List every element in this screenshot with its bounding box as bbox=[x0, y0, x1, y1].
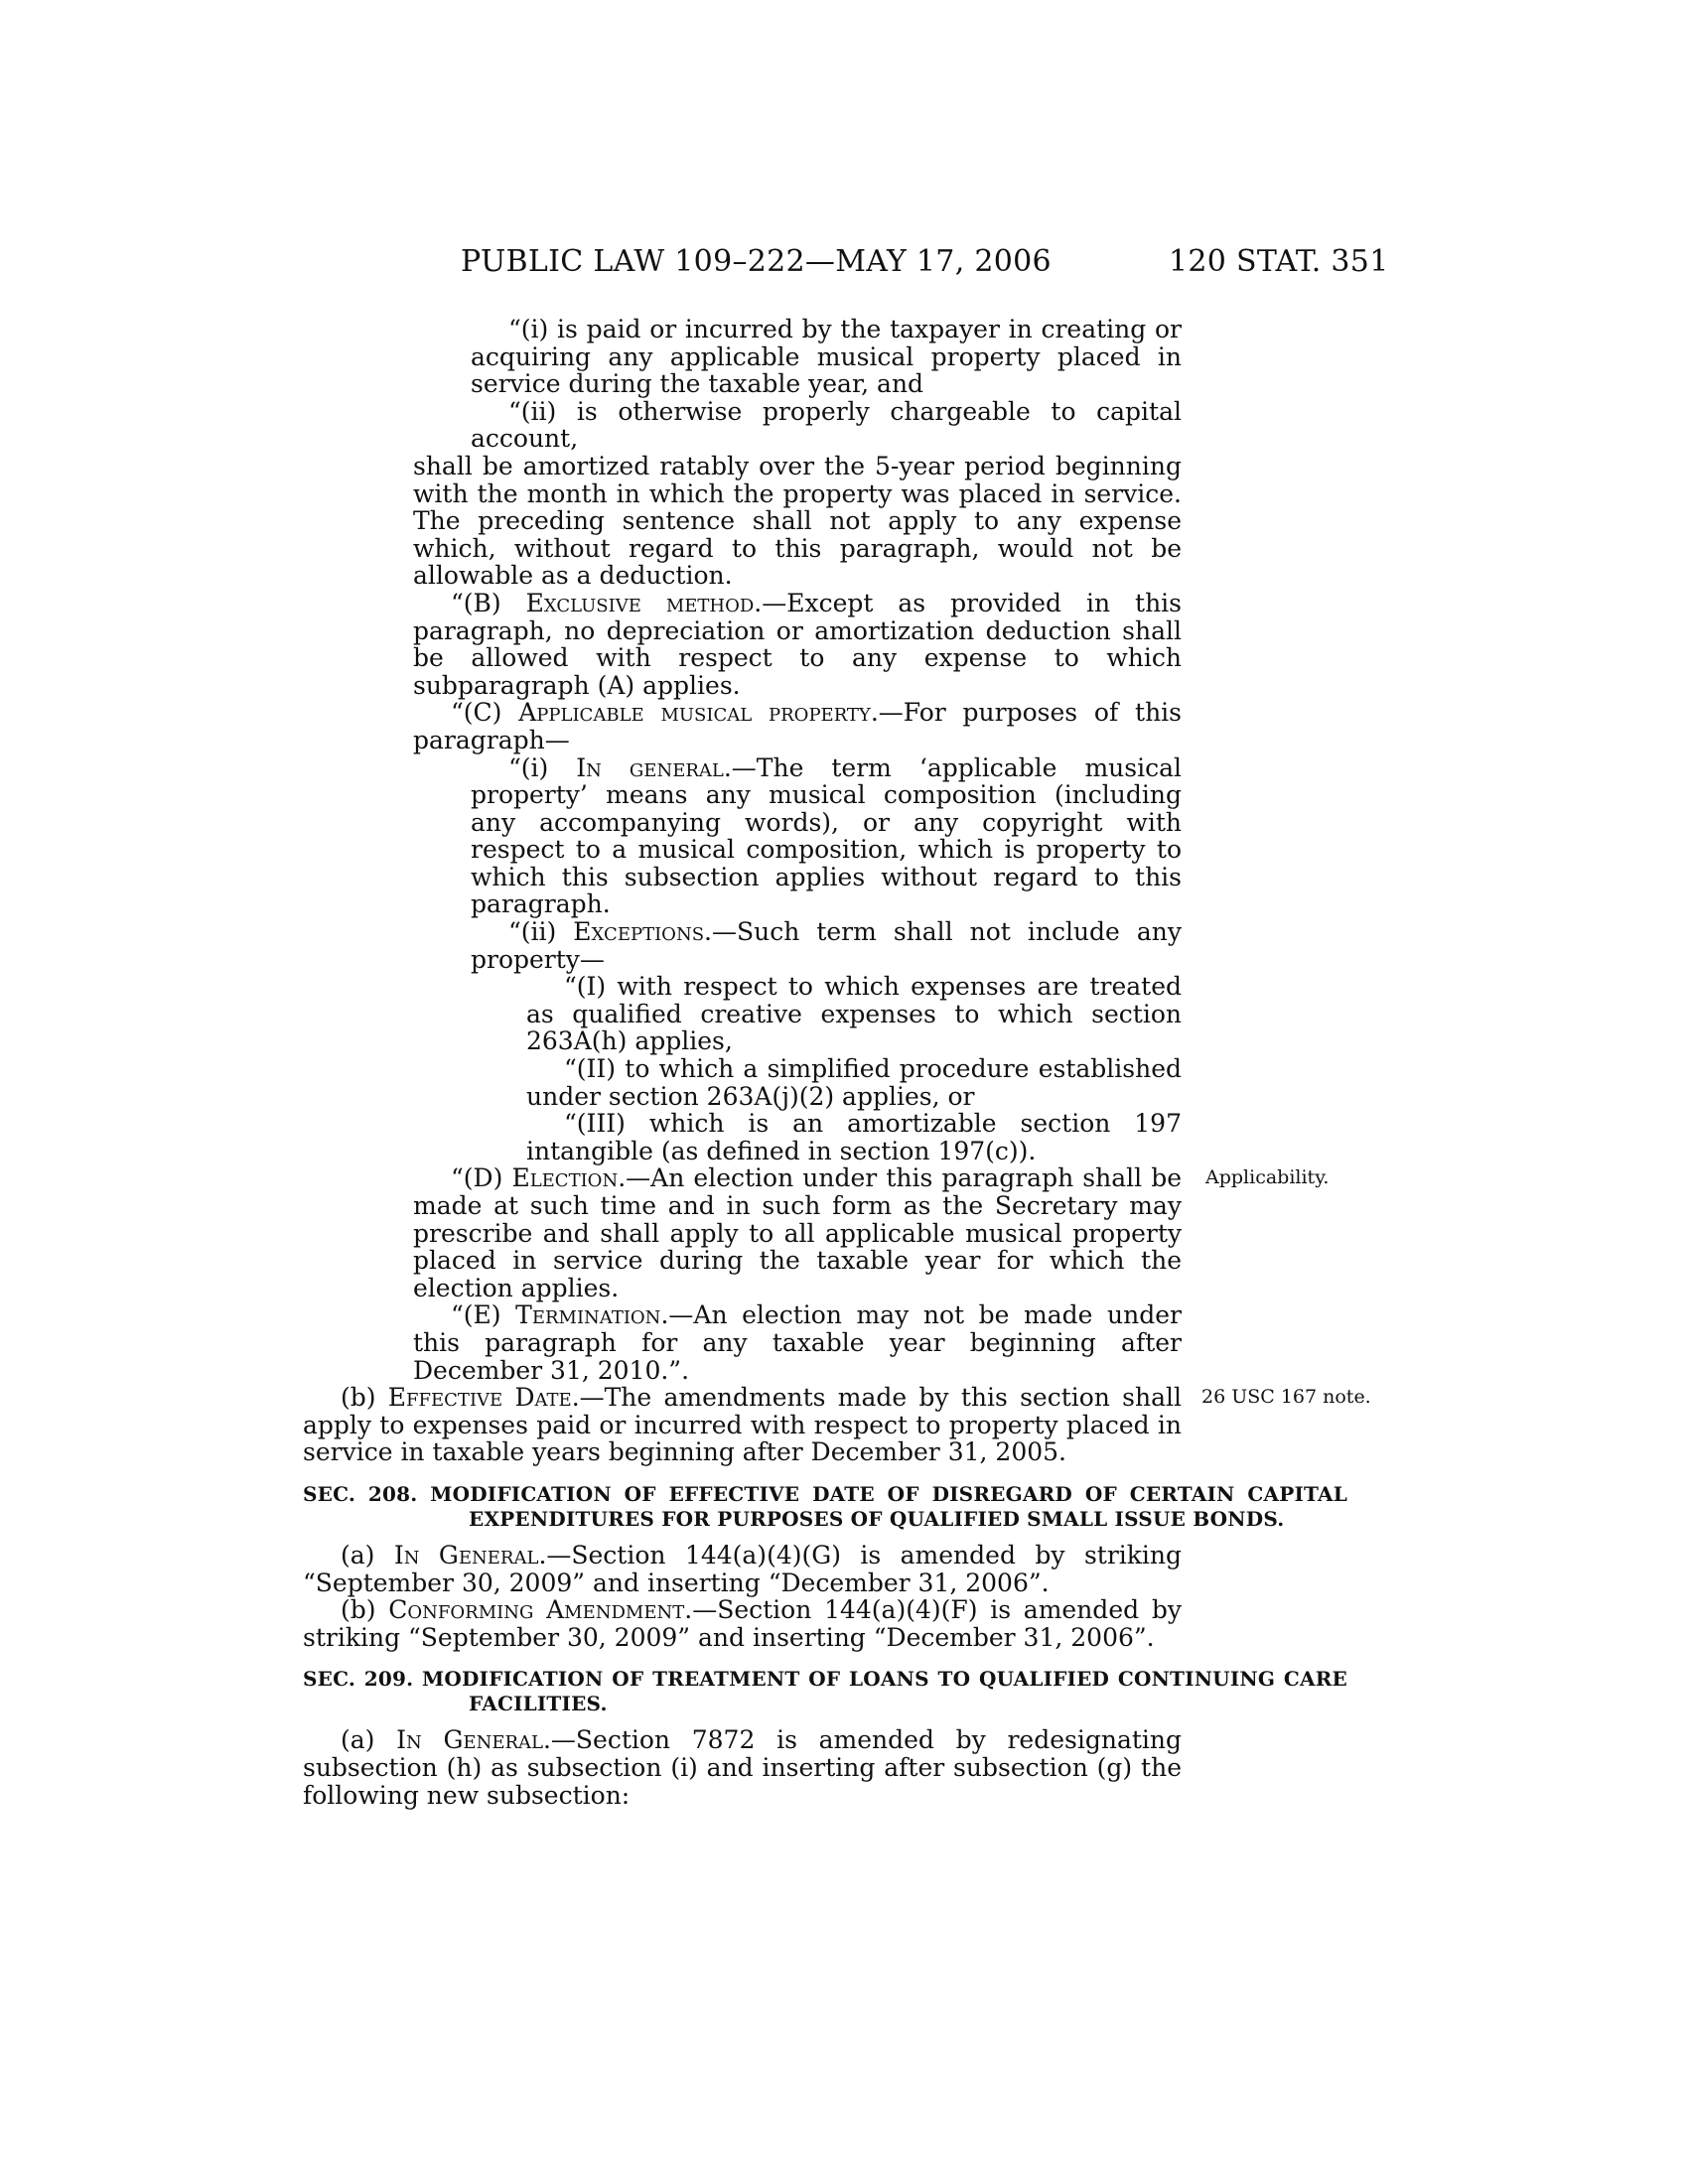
sec208-subsection-b: (b) Conforming Amendment.—Section 144(a)(4)(F) is amended by striking “September 30, 2009” and inserting “December 31, 2006”. bbox=[303, 1595, 1182, 1652]
clause-ii: “(ii) is otherwise properly chargeable to capital account, bbox=[471, 396, 1182, 454]
subclause-II: “(II) to which a simplified procedure established under section 263A(j)(2) applies, or bbox=[526, 1054, 1182, 1111]
clause-i: “(i) is paid or incurred by the taxpayer in creating or acquiring any applicable musical property placed in service during the taxable year, and bbox=[471, 315, 1182, 399]
statute-page-number: 120 STAT. 351 bbox=[1169, 244, 1389, 279]
paragraph-continuation: shall be amortized ratably over the 5-year period beginning with the month in which the property was placed in service. The preceding sentence shall not apply to any expense which, without regard to this paragraph, would not be allowable as a deduction. bbox=[413, 451, 1182, 591]
subsection-b-effective-date: (b) Effective Date.—The amendments made by this section shall apply to expenses paid or incurred with respect to property placed in service in taxable years beginning after December 31, 2005. 26 USC 167 note. bbox=[303, 1384, 1182, 1466]
subclause-I: “(I) with respect to which expenses are treated as qualified creative expenses to which section 263A(h) applies, bbox=[526, 972, 1182, 1056]
sec209-subsection-a: (a) In General.—Section 7872 is amended by redesignating subsection (h) as subsection (i) and inserting after subsection (g) the following new subsection: bbox=[303, 1725, 1182, 1810]
subparagraph-c: “(C) Applicable musical property.—For purposes of this paragraph— bbox=[413, 698, 1182, 754]
subparagraph-d: “(D) Election.—An election under this paragraph shall be made at such time and in such form as the Secretary may prescribe and shall apply to all applicable musical property placed in service during the taxable year for which the election applies. Applicability. bbox=[413, 1164, 1182, 1301]
margin-note-applicability: Applicability. bbox=[1205, 1166, 1330, 1189]
clause-c-i: “(i) In general.—The term ‘applicable musical property’ means any musical composition (including any accompanying words), or any copyright with respect to a musical composition, which is property to which this subsection applies without regard to this paragraph. bbox=[471, 752, 1182, 919]
subparagraph-e: “(E) Termination.—An election may not be made under this paragraph for any taxable year beginning after December 31, 2010.”. bbox=[413, 1300, 1183, 1385]
running-title: PUBLIC LAW 109–222—MAY 17, 2006 bbox=[461, 244, 1052, 279]
subclause-III: “(III) which is an amortizable section 197 intangible (as defined in section 197(c)). bbox=[526, 1109, 1182, 1165]
page-header bbox=[0, 244, 1688, 284]
section-208-heading: SEC. 208. MODIFICATION OF EFFECTIVE DATE OF DISREGARD OF CERTAIN CAPITAL EXPENDITURES FOR PURPOSES OF QUALIFIED SMALL ISSUE BONDS. bbox=[303, 1481, 1347, 1531]
subparagraph-b: “(B) Exclusive method.—Except as provided in this paragraph, no depreciation or amortization deduction shall be allowed with respect to any expense to which subparagraph (A) applies. bbox=[413, 588, 1182, 700]
section-209-heading: SEC. 209. MODIFICATION OF TREATMENT OF LOANS TO QUALIFIED CONTINUING CARE FACILITIES. bbox=[303, 1667, 1347, 1716]
document-body bbox=[0, 316, 1688, 1809]
sec208-subsection-a: (a) In General.—Section 144(a)(4)(G) is amended by striking “September 30, 2009” and inserting “December 31, 2006”. bbox=[303, 1540, 1183, 1597]
margin-note-usc: 26 USC 167 note. bbox=[1201, 1386, 1371, 1409]
clause-c-ii: “(ii) Exceptions.—Such term shall not include any property— bbox=[471, 917, 1182, 974]
